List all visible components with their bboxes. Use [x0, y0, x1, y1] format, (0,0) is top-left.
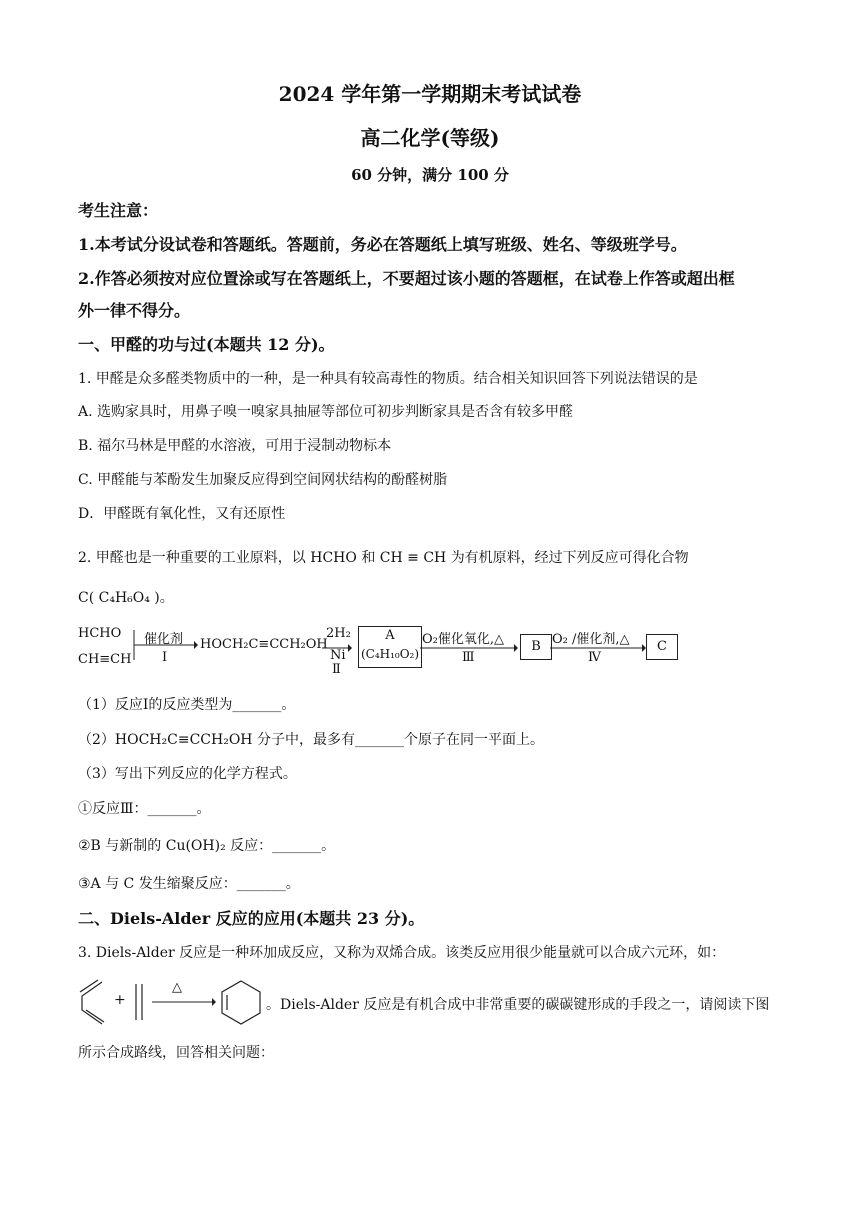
- notice-item-1: 1.本考试分设试卷和答题纸。答题前，务必在答题纸上填写班级、姓名、等级班学号。: [78, 235, 687, 254]
- q2-sub-3: （3）写出下列反应的化学方程式。: [78, 766, 297, 782]
- step-4-condition: O₂ /催化剂,△: [552, 632, 630, 647]
- q1-stem: 1. 甲醛是众多醛类物质中的一种，是一种具有较高毒性的物质。结合相关知识回答下列说法错误的是: [78, 371, 698, 387]
- q2-sub-3-b: ②B 与新制的 Cu(OH)₂ 反应：_______。: [78, 838, 336, 854]
- section-1-heading: 一、甲醛的功与过(本题共 12 分)。: [78, 335, 335, 354]
- q3-stem: 3. Diels-Alder 反应是一种环加成反应，又称为双烯合成。该类反应用很少能量就可以合成六元环，如：: [78, 945, 726, 961]
- time-info: 60 分钟，满分 100 分: [351, 166, 509, 184]
- section-2-heading: 二、Diels-Alder 反应的应用(本题共 23 分)。: [78, 909, 425, 928]
- ethylene-structure-icon: [132, 980, 146, 1024]
- exam-subtitle: 高二化学(等级): [360, 126, 500, 150]
- reactant-acetylene: CH≡CH: [78, 652, 132, 667]
- step-3-label: Ⅲ: [462, 650, 475, 665]
- q2-sub-3-a: ①反应Ⅲ：_______。: [78, 801, 211, 817]
- reaction-scheme: [78, 622, 698, 678]
- cyclohexene-structure-icon: [218, 978, 264, 1026]
- reaction-arrow: [152, 998, 216, 1006]
- q2-stem-line-2: C( C₄H₆O₄ )。: [78, 590, 174, 606]
- step-1-label: Ⅰ: [162, 650, 168, 665]
- q1-option-c: C. 甲醛能与苯酚发生加聚反应得到空间网状结构的酚醛树脂: [78, 472, 448, 488]
- q2-sub-1: （1）反应Ⅰ的反应类型为_______。: [78, 697, 296, 713]
- reactant-hcho: HCHO: [78, 626, 122, 641]
- plus-sign: +: [114, 992, 126, 1008]
- q3-line-2: 。Diels-Alder 反应是有机合成中非常重要的碳碳键形成的手段之一，请阅读下图: [266, 997, 770, 1013]
- heat-symbol: △: [172, 980, 182, 995]
- step-1-condition: 催化剂: [144, 632, 184, 647]
- step-3-condition: O₂催化氧化,△: [422, 632, 504, 647]
- step-2-label: Ⅱ: [332, 662, 341, 677]
- diels-alder-example: [78, 978, 268, 1028]
- q1-option-d: D．甲醛既有氧化性，又有还原性: [78, 506, 286, 522]
- notice-item-2-line-2: 外一律不得分。: [78, 301, 191, 320]
- notice-heading: 考生注意：: [78, 201, 159, 220]
- compound-c-box: C: [646, 634, 678, 660]
- notice-item-2-line-1: 2.作答必须按对应位置涂或写在答题纸上，不要超过该小题的答题框，在试卷上作答或超出框: [78, 269, 735, 288]
- q1-option-a: A. 选购家具时，用鼻子嗅一嗅家具抽屉等部位可初步判断家具是否含有较多甲醛: [78, 404, 574, 420]
- step-4-label: Ⅳ: [588, 650, 601, 665]
- q3-line-3: 所示合成路线，回答相关问题：: [78, 1045, 274, 1061]
- compound-a-formula: (C₄H₁₀O₂): [360, 647, 420, 661]
- compound-a-box: [358, 626, 422, 668]
- q1-option-b: B. 福尔马林是甲醛的水溶液，可用于浸制动物标本: [78, 438, 392, 454]
- butadiene-structure-icon: [78, 978, 112, 1026]
- q2-sub-2: （2）HOCH₂C≡CCH₂OH 分子中，最多有_______个原子在同一平面上。: [78, 732, 544, 748]
- exam-title: 2024 学年第一学期期末考试试卷: [278, 82, 582, 106]
- compound-b-box: B: [520, 634, 552, 660]
- q2-stem-line-1: 2. 甲醛也是一种重要的工业原料，以 HCHO 和 CH ≡ CH 为有机原料，经过下列反应可得化合物: [78, 550, 689, 566]
- intermediate-butynediol: HOCH₂C≡CCH₂OH: [200, 637, 328, 652]
- q2-sub-3-c: ③A 与 C 发生缩聚反应：_______。: [78, 876, 300, 892]
- step-2-reagent: 2H₂: [326, 626, 351, 641]
- compound-a-name: A: [385, 628, 395, 643]
- step-2-catalyst: Ni: [330, 648, 346, 663]
